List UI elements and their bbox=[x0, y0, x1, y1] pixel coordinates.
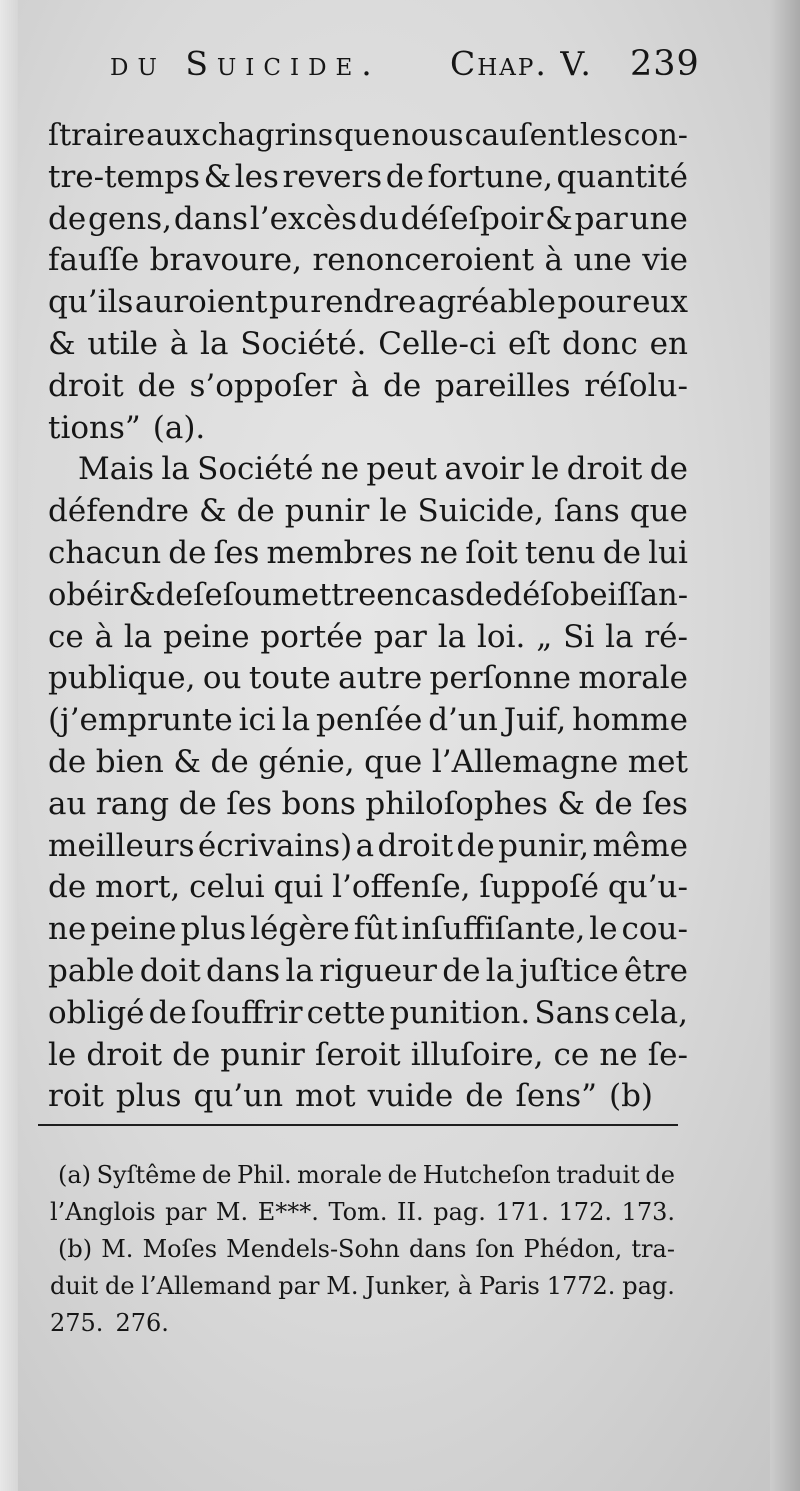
footnote-rule bbox=[38, 1124, 678, 1126]
footnotes bbox=[50, 1157, 675, 1342]
text-line: obligé de ſouffrir cette punition. Sans cela, bbox=[48, 994, 688, 1031]
text-line: ſtraire aux chagrins que nous cauſent les con- bbox=[48, 118, 688, 153]
text-line: & utile à la Société. Celle-ci eſt donc en bbox=[48, 325, 688, 362]
text-line: de gens, dans l’excès du déſeſpoir & par une bbox=[48, 200, 688, 237]
text-line: roit plus qu’un mot vuide de ſens” (b) bbox=[48, 1078, 654, 1115]
footnote-line: l’Anglois par M. E***. Tom. II. pag. 171. 172. 173. bbox=[50, 1198, 675, 1226]
footnote-line: (b) M. Moſes Mendels-Sohn dans ſon Phédon, tra- bbox=[58, 1235, 675, 1263]
text-line: ne peine plus légère fût inſuffiſante, le cou- bbox=[48, 911, 688, 948]
main-text bbox=[48, 115, 688, 1118]
text-line: meilleurs écrivains) a droit de punir, même bbox=[48, 827, 688, 864]
text-line: Mais la Société ne peut avoir le droit de bbox=[78, 451, 688, 488]
text-line: obéir & de ſe ſoumettre en cas de déſobeiſſan- bbox=[48, 577, 688, 613]
text-line: (j’emprunte ici la penſée d’un Juif, homme bbox=[48, 702, 688, 739]
text-line: droit de s’oppoſer à de pareilles réſolu- bbox=[48, 367, 688, 404]
text-line: qu’ils auroient pu rendre agréable pour eux bbox=[48, 284, 688, 321]
text-line: tre-temps & les revers de fortune, quantité bbox=[48, 158, 688, 195]
text-line: tions” (a). bbox=[48, 409, 206, 446]
text-line: pable doit dans la rigueur de la juſtice être bbox=[48, 952, 688, 989]
page-left-edge bbox=[0, 0, 18, 1491]
text-line: le droit de punir ſeroit illuſoire, ce ne ſe- bbox=[48, 1036, 688, 1073]
text-line: de mort, celui qui l’offenſe, ſuppoſé qu’u- bbox=[48, 869, 688, 906]
running-head-title: du Suicide. bbox=[110, 44, 381, 83]
text-line: publique, ou toute autre perſonne morale bbox=[48, 660, 688, 697]
text-line: ce à la peine portée par la loi. „ Si la ré- bbox=[48, 618, 688, 655]
page-number: 239 bbox=[630, 44, 700, 84]
footnote-line: duit de l’Allemand par M. Junker, à Paris 1772. pag. bbox=[50, 1272, 675, 1300]
footnote-line: 275. 276. bbox=[50, 1309, 169, 1337]
text-line: de bien & de génie, que l’Allemagne met bbox=[48, 743, 688, 780]
footnote-line: (a) Syſtême de Phil. morale de Hutcheſon traduit de bbox=[58, 1161, 675, 1189]
text-line: au rang de ſes bons philoſophes & de ſes bbox=[48, 785, 688, 822]
text-line: fauſſe bravoure, renonceroient à une vie bbox=[48, 242, 688, 279]
running-head-chapter: Chap. V. bbox=[450, 44, 593, 83]
page-right-edge bbox=[770, 0, 800, 1491]
text-line: chacun de ſes membres ne ſoit tenu de lui bbox=[48, 534, 688, 571]
text-line: défendre & de punir le Suicide, ſans que bbox=[48, 493, 688, 530]
running-head bbox=[110, 38, 700, 98]
